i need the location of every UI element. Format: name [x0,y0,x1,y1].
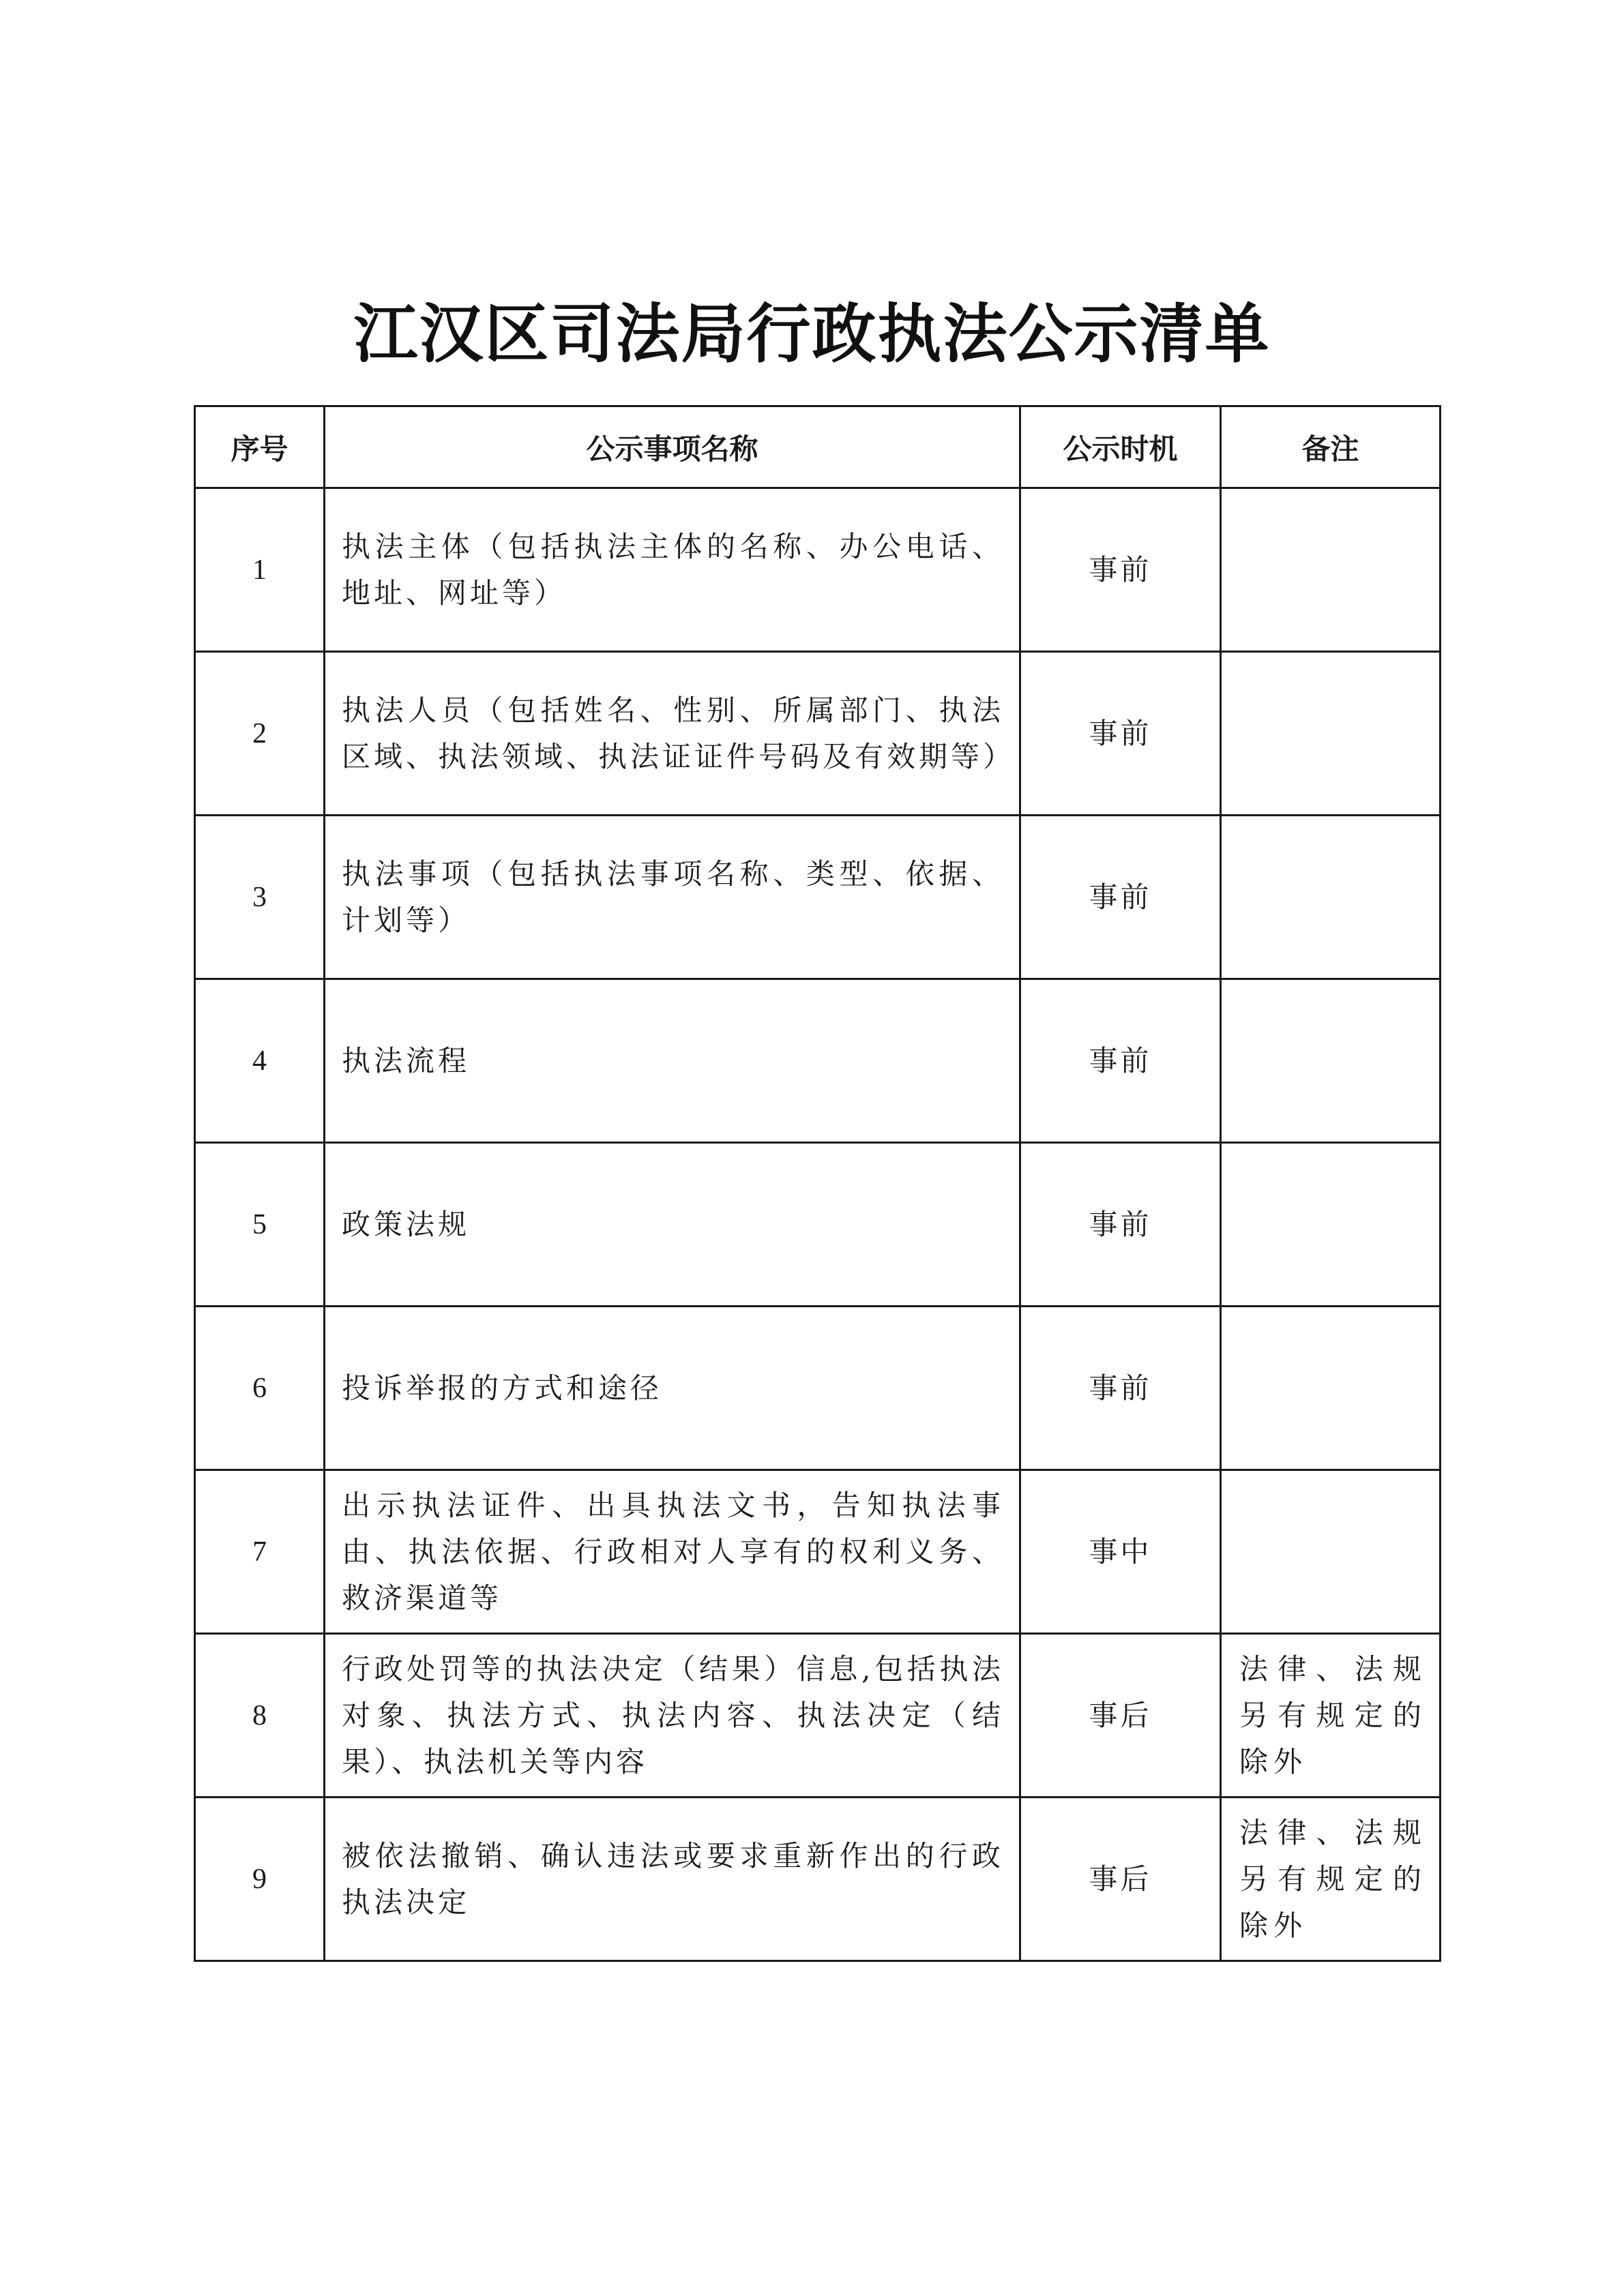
row-no: 7 [195,1470,325,1634]
table-row [195,1470,1441,1634]
row-item: 执法事项（包括执法事项名称、类型、依据、计划等） [325,816,1020,979]
page-title: 江汉区司法局行政执法公示清单 [353,297,1271,372]
row-note: 法律、法规另有规定的除外 [1221,1634,1441,1798]
row-timing: 事前 [1020,816,1221,979]
row-timing: 事中 [1020,1470,1221,1634]
row-note: 法律、法规另有规定的除外 [1221,1798,1441,1961]
row-timing: 事前 [1020,1307,1221,1470]
table-body [195,488,1441,1961]
row-note [1221,652,1441,816]
row-timing: 事后 [1020,1798,1221,1961]
row-no: 1 [195,488,325,652]
table-row [195,1143,1441,1307]
header-row [195,406,1441,488]
row-no: 8 [195,1634,325,1798]
row-item: 投诉举报的方式和途径 [325,1307,1020,1470]
row-item: 执法主体（包括执法主体的名称、办公电话、地址、网址等） [325,488,1020,652]
table-row [195,1307,1441,1470]
disclosure-table [194,405,1441,1962]
header-note: 备注 [1221,406,1441,488]
table-row [195,652,1441,816]
row-item: 行政处罚等的执法决定（结果）信息,包括执法对象、执法方式、执法内容、执法决定（结果）、执法机关等内容 [325,1634,1020,1798]
row-timing: 事前 [1020,488,1221,652]
row-note [1221,1470,1441,1634]
row-no: 2 [195,652,325,816]
table-header [195,406,1441,488]
row-item: 出示执法证件、出具执法文书，告知执法事由、执法依据、行政相对人享有的权利义务、救济渠道等 [325,1470,1020,1634]
header-item: 公示事项名称 [325,406,1020,488]
row-timing: 事前 [1020,1143,1221,1307]
row-no: 6 [195,1307,325,1470]
row-no: 9 [195,1798,325,1961]
row-timing: 事前 [1020,979,1221,1143]
row-note [1221,1143,1441,1307]
row-item: 政策法规 [325,1143,1020,1307]
table-row [195,816,1441,979]
row-no: 4 [195,979,325,1143]
header-timing: 公示时机 [1020,406,1221,488]
row-no: 5 [195,1143,325,1307]
table-row [195,488,1441,652]
row-note [1221,979,1441,1143]
row-no: 3 [195,816,325,979]
row-item: 执法人员（包括姓名、性别、所属部门、执法区域、执法领域、执法证证件号码及有效期等） [325,652,1020,816]
row-item: 被依法撤销、确认违法或要求重新作出的行政执法决定 [325,1798,1020,1961]
table-row [195,1634,1441,1798]
header-no: 序号 [195,406,325,488]
row-note [1221,488,1441,652]
row-timing: 事后 [1020,1634,1221,1798]
row-note [1221,1307,1441,1470]
table-row [195,1798,1441,1961]
row-timing: 事前 [1020,652,1221,816]
row-item: 执法流程 [325,979,1020,1143]
table-row [195,979,1441,1143]
row-note [1221,816,1441,979]
